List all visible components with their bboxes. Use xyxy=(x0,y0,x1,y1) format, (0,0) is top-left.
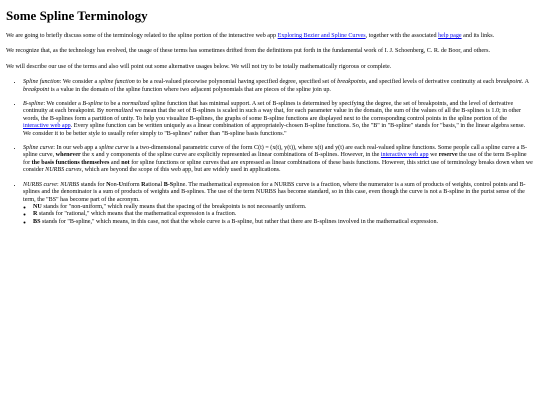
text: , and specified levels of derivative continuity at each xyxy=(365,79,496,86)
text: B-spline xyxy=(82,101,103,108)
text: and xyxy=(109,159,122,166)
text: : In our web app a xyxy=(53,145,99,152)
help-page-link[interactable]: help page xyxy=(438,33,462,39)
term-label: Spline curve xyxy=(23,145,54,152)
text: we xyxy=(428,152,439,159)
sublist-item xyxy=(33,219,534,226)
text: the use of the term B-spline for xyxy=(23,152,527,166)
text: normalized xyxy=(105,108,134,115)
text: stands for "rational," which means that the mathematical expression is a fraction. xyxy=(37,211,237,218)
term-label: Spline function xyxy=(23,79,60,86)
text: N xyxy=(106,181,111,188)
text: breakpoint xyxy=(23,86,50,93)
text: spline function that has minimal support. A set of B-splines is determined by specifying the degree, the set of breakpoints, and the level of derivative continuity at each breakpoint. By xyxy=(23,101,514,115)
text: for spline functions or spline curves that are expressed as linear combinations of these basis functions. However, this strict use of terminology breaks down when we consider xyxy=(23,159,533,174)
text: S xyxy=(169,181,174,188)
intro-text: We are going to briefly discuss some of the terminology related to the spline portion of the interactive web app xyxy=(6,33,278,39)
list-item-nurbs xyxy=(23,182,534,226)
text: stands for "B-spline," which means, in this case, not that the whole curve is a B-spline, but rather that there are B-splines involved in the mathematical expression. xyxy=(40,218,439,225)
page-title: Some Spline Terminology xyxy=(6,8,148,23)
text: NURBS xyxy=(60,181,80,188)
history-paragraph: We recognize that, as the technology has evolved, the usage of these terms has sometimes drifted from the definitions put forth in the fundamental work of I. J. Schoenberg, C. R. de Boor, and others. xyxy=(6,48,490,55)
interactive-web-app-link[interactable]: interactive web app xyxy=(380,152,429,159)
intro-text: , together with the associated xyxy=(365,33,439,39)
text: reserve xyxy=(438,152,458,159)
text: niform xyxy=(123,181,142,188)
text: . A xyxy=(521,79,529,86)
list-item-b-spline xyxy=(23,101,534,138)
text: on- xyxy=(110,181,119,188)
text: is a two-dimensional parametric curve of the form C(t) = (x(t), y(t)), where x(t) and y(t) are each real-valued spline functions. Some people call a spline curve a B-spline curve, xyxy=(23,145,527,159)
text: - xyxy=(167,181,170,188)
interactive-web-app-link[interactable]: interactive web app xyxy=(23,123,71,130)
text: normalized xyxy=(121,101,150,108)
nurbs-sublist xyxy=(23,204,534,226)
text: stands for xyxy=(79,181,107,188)
text: the basis functions themselves xyxy=(31,159,110,166)
text: . Every spline function can be written uniquely as a linear combination of appropriately-chosen B-spline functions. So, the "B" in "B-spline" stands for "basis," in the linear algebra sense. We consider it to be better style to usually refer simply to "B-splines" rather than "B-spline basis functions." xyxy=(23,123,526,137)
terms-list xyxy=(6,79,534,226)
text: spline curve xyxy=(99,145,129,152)
text: breakpoints xyxy=(337,79,366,86)
text: spline function xyxy=(98,79,135,86)
text: to be a real-valued piecewise polynomial having specified degree, specified set of xyxy=(134,79,338,86)
text: breakpoint xyxy=(495,79,522,86)
text: we mean that the set of B-splines is scaled in such a way that, for each parameter value in the domain, the sum of the values of all the B-splines is 1.0; in other words, the B-splines form a partition of unity. To help you visualize B-splines, the graphs of some B-spline functions are displayed next to the corresponding control points in the spline portion of the xyxy=(23,108,522,122)
intro-paragraph xyxy=(6,33,534,40)
text: to be a xyxy=(102,101,122,108)
exploring-bezier-link[interactable]: Exploring Bezier and Spline Curves xyxy=(277,33,366,39)
list-item-spline-function xyxy=(23,79,534,94)
text: , which are beyond the scope of this web app, but are widely used in applications. xyxy=(81,167,281,174)
text: the x and y components of the spline curve are explicitly represented as linear combinations of B-splines. However, in the xyxy=(80,152,381,159)
intro-text: and its links. xyxy=(461,33,495,39)
sublist-item xyxy=(33,211,534,218)
approach-paragraph: We will describe our use of the terms and also will point out some alternative usages below. We will not try to be totally mathematically rigorous or complete. xyxy=(6,63,392,70)
text: R xyxy=(141,181,146,188)
list-item-spline-curve xyxy=(23,145,534,175)
acronym-part: BS xyxy=(33,218,41,225)
text: : We consider a xyxy=(43,101,83,108)
text: stands for "non-uniform," which really means that the spacing of the breakpoints is not necessarily uniform. xyxy=(41,203,307,210)
text: whenever xyxy=(55,152,81,159)
text: B xyxy=(163,181,168,188)
acronym-part: NU xyxy=(33,203,42,210)
text: is a value in the domain of the spline function where two adjacent polynomials that are pieces of the spline join up. xyxy=(49,86,331,93)
text: : We consider a xyxy=(59,79,99,86)
text: pline. The mathematical expression for a NURBS curve is a fraction, where the numerator is a sum of products of weights, control points and B-splines and the denominator is a sum of products of weights and B-splines. The use of the term NURBS has become standard, so in this case, even though the curve is not a B-spline in the purist sense of the term, the "BS" has become part of the acronym. xyxy=(23,181,526,203)
text: ational xyxy=(145,181,164,188)
term-label: NURBS curve xyxy=(23,181,58,188)
text: NURBS curves xyxy=(45,167,82,174)
acronym-part: R xyxy=(33,211,38,218)
text: U xyxy=(118,181,124,188)
text: : xyxy=(57,181,61,188)
term-label: B-spline xyxy=(23,101,44,108)
text: not xyxy=(121,159,130,166)
